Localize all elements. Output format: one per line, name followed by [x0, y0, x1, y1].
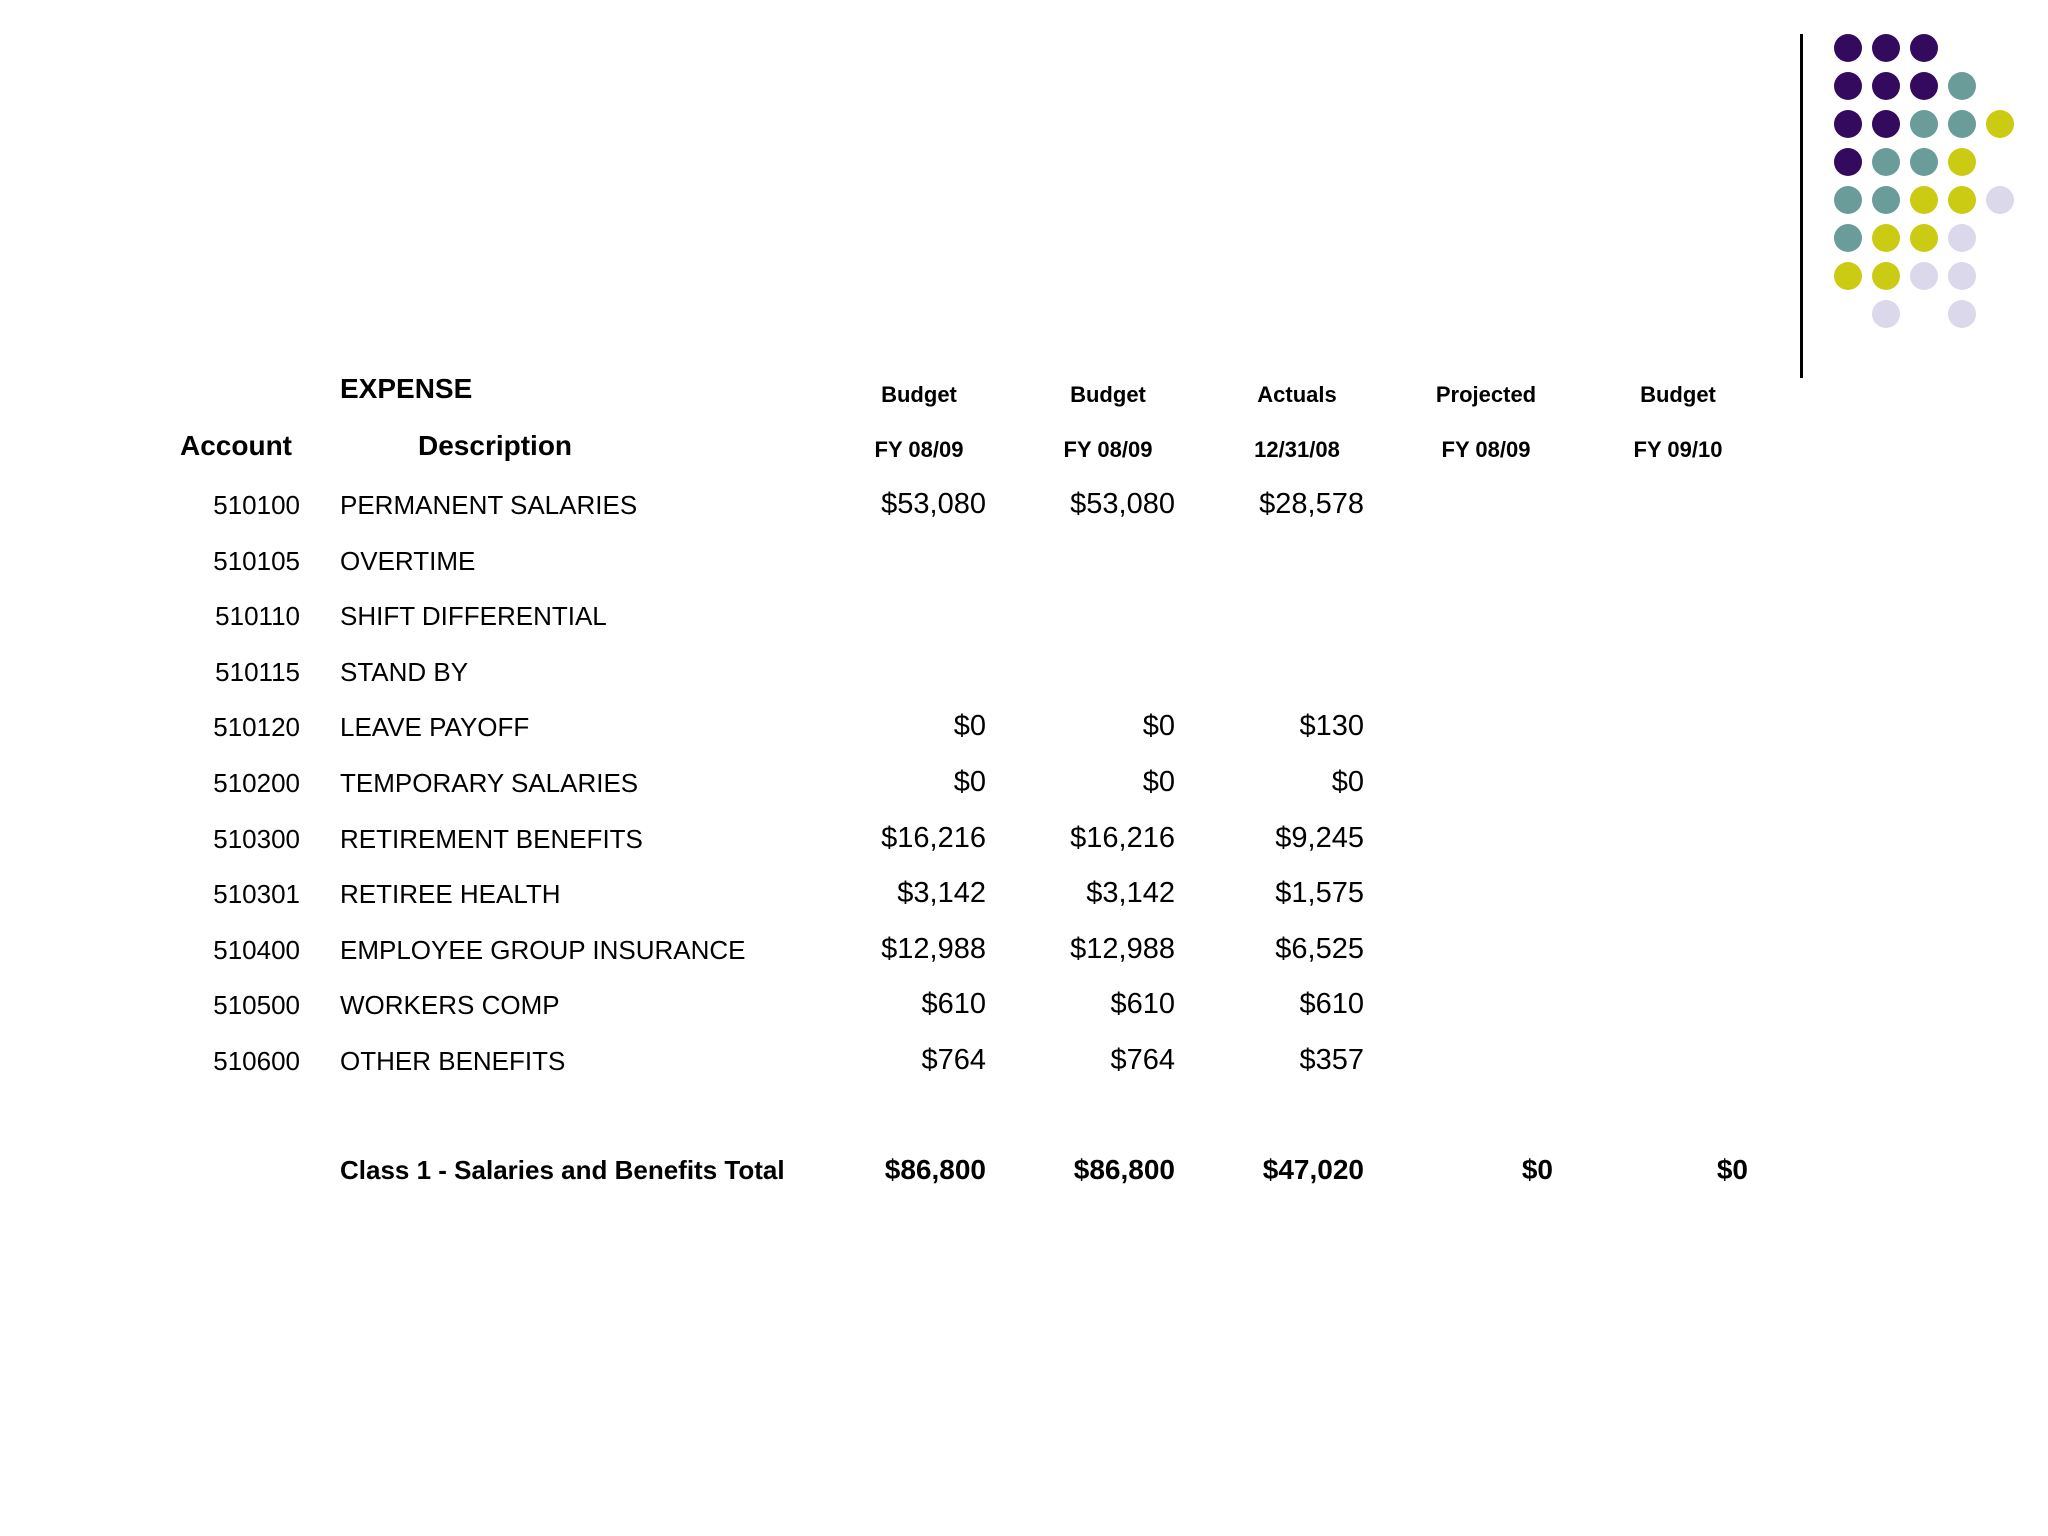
- total-value-col3: $47,020: [1262, 1154, 1364, 1185]
- col2-header-line2: FY 08/09: [1063, 437, 1153, 462]
- purple-decorative-dot: [1910, 72, 1938, 100]
- purple-decorative-dot: [1834, 110, 1862, 138]
- purple-decorative-dot: [1834, 34, 1862, 62]
- amount-cell-col3: $9,245: [1275, 822, 1364, 854]
- expense-description: STAND BY: [340, 657, 469, 687]
- amount-cell-col1: $764: [921, 1044, 986, 1076]
- lavender-decorative-dot: [1948, 224, 1976, 252]
- account-number: 510500: [213, 990, 300, 1020]
- yellow-decorative-dot: [1910, 186, 1938, 214]
- account-number: 510400: [213, 935, 300, 965]
- amount-cell-col3: $610: [1299, 988, 1364, 1020]
- yellow-decorative-dot: [1986, 110, 2014, 138]
- amount-cell-col2: $610: [1110, 988, 1175, 1020]
- total-value-col2: $86,800: [1073, 1154, 1175, 1185]
- account-number: 510120: [213, 712, 300, 742]
- total-label: Class 1 - Salaries and Benefits Total: [340, 1155, 785, 1185]
- amount-cell-col2: $3,142: [1086, 877, 1175, 909]
- col3-header-line1: Actuals: [1257, 382, 1337, 407]
- account-column-header: Account: [180, 430, 292, 461]
- amount-cell-col2: $0: [1142, 710, 1175, 742]
- amount-cell-col3: $357: [1299, 1044, 1364, 1076]
- amount-cell-col3: $6,525: [1275, 933, 1364, 965]
- expense-description: RETIREMENT BENEFITS: [340, 824, 643, 854]
- account-number: 510301: [213, 879, 300, 909]
- col1-header-line1: Budget: [881, 382, 957, 407]
- account-number: 510110: [215, 601, 300, 631]
- account-number: 510100: [213, 490, 300, 520]
- lavender-decorative-dot: [1948, 300, 1976, 328]
- expense-description: OVERTIME: [340, 546, 476, 576]
- yellow-decorative-dot: [1834, 262, 1862, 290]
- amount-cell-col3: $1,575: [1275, 877, 1364, 909]
- amount-cell-col2: $16,216: [1070, 822, 1175, 854]
- teal-decorative-dot: [1910, 110, 1938, 138]
- col3-header-line2: 12/31/08: [1254, 437, 1340, 462]
- account-number: 510300: [213, 824, 300, 854]
- total-value-col5: $0: [1716, 1154, 1748, 1185]
- purple-decorative-dot: [1872, 110, 1900, 138]
- teal-decorative-dot: [1834, 224, 1862, 252]
- amount-cell-col1: $12,988: [881, 933, 986, 965]
- expense-heading: EXPENSE: [340, 373, 473, 404]
- total-value-col1: $86,800: [884, 1154, 986, 1185]
- teal-decorative-dot: [1910, 148, 1938, 176]
- lavender-decorative-dot: [1948, 262, 1976, 290]
- amount-cell-col1: $3,142: [897, 877, 986, 909]
- yellow-decorative-dot: [1872, 224, 1900, 252]
- expense-description: TEMPORARY SALARIES: [340, 768, 639, 798]
- amount-cell-col3: $0: [1331, 766, 1364, 798]
- expense-description: RETIREE HEALTH: [340, 879, 561, 909]
- purple-decorative-dot: [1834, 72, 1862, 100]
- purple-decorative-dot: [1872, 72, 1900, 100]
- expense-description: LEAVE PAYOFF: [340, 712, 530, 742]
- amount-cell-col1: $53,080: [881, 488, 986, 520]
- yellow-decorative-dot: [1872, 262, 1900, 290]
- lavender-decorative-dot: [1872, 300, 1900, 328]
- teal-decorative-dot: [1834, 186, 1862, 214]
- teal-decorative-dot: [1948, 72, 1976, 100]
- col1-header-line2: FY 08/09: [874, 437, 964, 462]
- teal-decorative-dot: [1948, 110, 1976, 138]
- total-value-col4: $0: [1521, 1154, 1553, 1185]
- amount-cell-col3: $130: [1299, 710, 1364, 742]
- account-number: 510200: [213, 768, 300, 798]
- yellow-decorative-dot: [1910, 224, 1938, 252]
- teal-decorative-dot: [1872, 148, 1900, 176]
- purple-decorative-dot: [1910, 34, 1938, 62]
- yellow-decorative-dot: [1948, 148, 1976, 176]
- amount-cell-col2: $12,988: [1070, 933, 1175, 965]
- amount-cell-col2: $0: [1142, 766, 1175, 798]
- amount-cell-col1: $0: [953, 766, 986, 798]
- amount-cell-col3: $28,578: [1259, 488, 1364, 520]
- expense-description: SHIFT DIFFERENTIAL: [340, 601, 607, 631]
- lavender-decorative-dot: [1910, 262, 1938, 290]
- expense-description: OTHER BENEFITS: [340, 1046, 566, 1076]
- expense-description: PERMANENT SALARIES: [340, 490, 638, 520]
- amount-cell-col2: $764: [1110, 1044, 1175, 1076]
- amount-cell-col1: $610: [921, 988, 986, 1020]
- purple-decorative-dot: [1834, 148, 1862, 176]
- col4-header-line1: Projected: [1435, 382, 1537, 407]
- col4-header-line2: FY 08/09: [1441, 437, 1531, 462]
- amount-cell-col2: $53,080: [1070, 488, 1175, 520]
- amount-cell-col1: $16,216: [881, 822, 986, 854]
- account-number: 510600: [213, 1046, 300, 1076]
- teal-decorative-dot: [1872, 186, 1900, 214]
- yellow-decorative-dot: [1948, 186, 1976, 214]
- amount-cell-col1: $0: [953, 710, 986, 742]
- description-column-header: Description: [418, 430, 573, 461]
- col5-header-line1: Budget: [1640, 382, 1716, 407]
- expense-description: EMPLOYEE GROUP INSURANCE: [340, 935, 746, 965]
- account-number: 510115: [215, 657, 300, 687]
- lavender-decorative-dot: [1986, 186, 2014, 214]
- decorative-divider-line: [1800, 34, 1803, 378]
- col5-header-line2: FY 09/10: [1633, 437, 1723, 462]
- account-number: 510105: [213, 546, 300, 576]
- expense-description: WORKERS COMP: [340, 990, 560, 1020]
- col2-header-line1: Budget: [1070, 382, 1146, 407]
- purple-decorative-dot: [1872, 34, 1900, 62]
